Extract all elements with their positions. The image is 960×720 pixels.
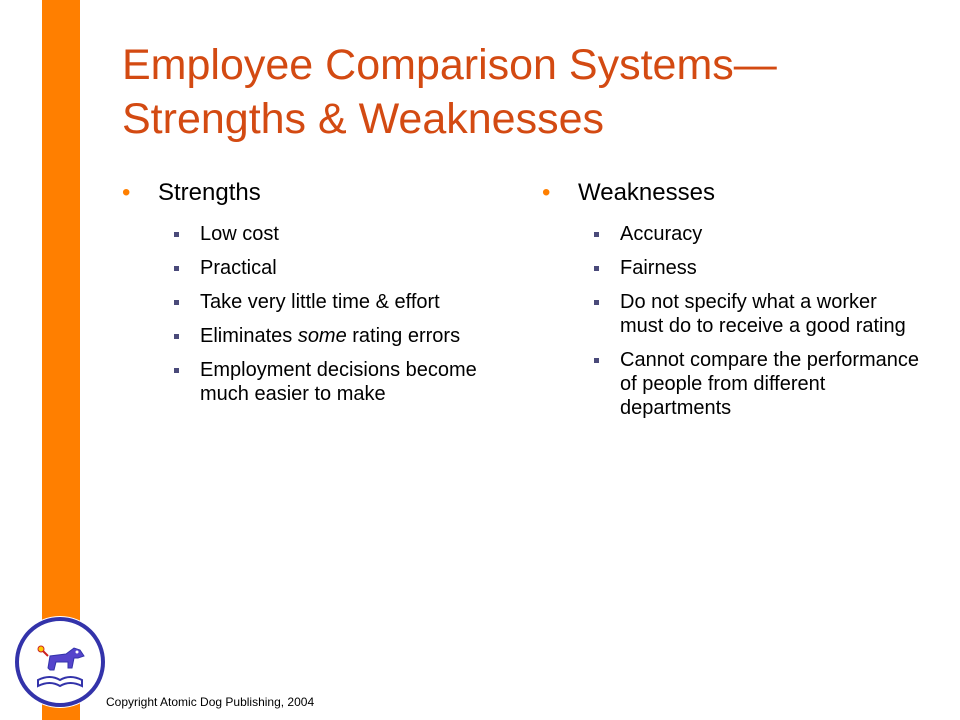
list-item xyxy=(122,290,502,314)
square-bullet-icon xyxy=(174,232,179,237)
strengths-list xyxy=(122,222,502,406)
list-item xyxy=(542,256,922,280)
title-line-2: Strengths & Weaknesses xyxy=(122,95,605,143)
weaknesses-list xyxy=(542,222,922,420)
list-item-text: Low cost xyxy=(200,223,279,245)
square-bullet-icon xyxy=(174,334,179,339)
weaknesses-heading: Weaknesses xyxy=(578,179,715,206)
square-bullet-icon xyxy=(174,300,179,305)
accent-bar xyxy=(42,0,80,720)
copyright-text: Copyright Atomic Dog Publishing, 2004 xyxy=(106,695,315,709)
weaknesses-heading-row xyxy=(542,178,922,208)
square-bullet-icon xyxy=(594,232,599,237)
square-bullet-icon xyxy=(594,358,599,363)
title-line-1: Employee Comparison Systems— xyxy=(122,41,777,89)
square-bullet-icon xyxy=(174,266,179,271)
list-item xyxy=(542,290,922,338)
list-item-text: Accuracy xyxy=(620,223,703,245)
strengths-heading-row xyxy=(122,178,502,208)
list-item xyxy=(122,324,502,348)
list-item xyxy=(122,222,502,246)
strengths-heading: Strengths xyxy=(158,179,261,206)
atomic-dog-logo-icon xyxy=(14,616,106,708)
bullet-dot-icon: • xyxy=(122,179,131,206)
list-item-text: Eliminates some rating errors xyxy=(200,325,461,347)
strengths-column xyxy=(122,178,502,416)
square-bullet-icon xyxy=(594,300,599,305)
list-item-text: Fairness xyxy=(620,257,697,279)
list-item xyxy=(122,358,502,406)
weaknesses-column xyxy=(542,178,922,430)
list-item-text: Employment decisions become much easier to make xyxy=(200,359,477,405)
square-bullet-icon xyxy=(174,368,179,373)
list-item xyxy=(542,348,922,420)
list-item-text: Take very little time & effort xyxy=(200,291,440,313)
list-item-text: Do not specify what a worker must do to receive a good rating xyxy=(620,291,906,337)
list-item xyxy=(542,222,922,246)
slide-title xyxy=(122,38,922,146)
bullet-dot-icon: • xyxy=(542,179,551,206)
list-item-text: Cannot compare the performance of people from different departments xyxy=(620,349,920,419)
list-item-text: Practical xyxy=(200,257,277,279)
square-bullet-icon xyxy=(594,266,599,271)
list-item xyxy=(122,256,502,280)
